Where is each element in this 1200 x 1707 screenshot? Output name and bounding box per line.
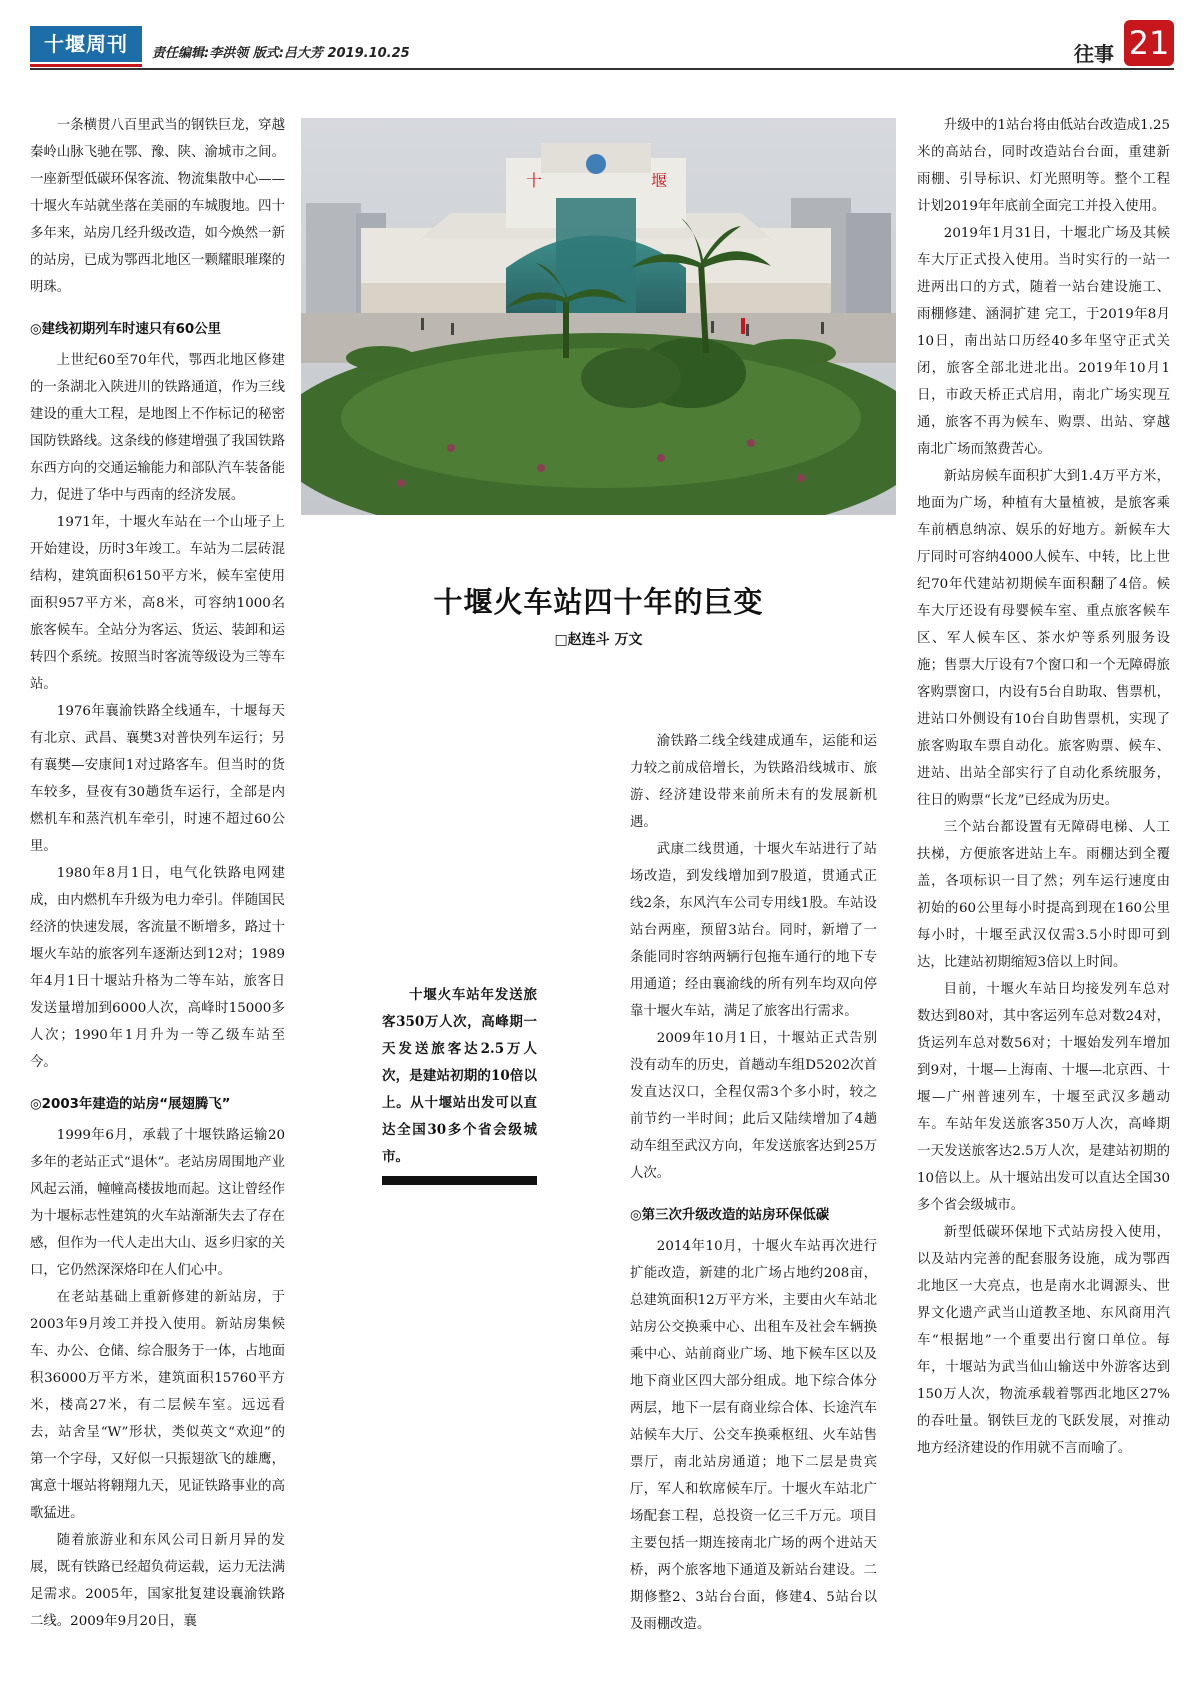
paragraph: 一条横贯八百里武当的钢铁巨龙，穿越秦岭山脉飞驰在鄂、豫、陕、渝城市之间。一座新型低碳环保客流、物流集散中心——十堰火车站就坐落在美丽的车城腹地。四十多年来，站房几经升级改造，如今焕然一新的站房，已成为鄂西北地区一颗耀眼璀璨的明珠。 xyxy=(30,118,285,295)
page-header xyxy=(30,20,1174,68)
paragraph: 随着旅游业和东风公司日新月异的发展，既有铁路已经超负荷运载，运力无法满足需求。2005年，国家批复建设襄渝铁路二线。2009年9月20日，襄 xyxy=(30,1533,285,1629)
subheading: ◎第三次升级改造的站房环保低碳 xyxy=(630,1208,830,1223)
pull-quote-bar xyxy=(382,1176,537,1185)
paragraph: 2009年10月1日，十堰站正式告别没有动车的历史，首趟动车组D5202次首发直达汉口，全程仅需3个多小时，较之前节约一半时间；此后又陆续增加了4趟动车组至武汉方向，年发送旅客达到25万人次。 xyxy=(630,1031,877,1181)
paragraph: 上世纪60至70年代，鄂西北地区修建的一条湖北入陕进川的铁路通道，作为三线建设的重大工程，是地图上不作标记的秘密国防铁路线。这条线的修建增强了我国铁路东西方向的交通运输能力和部队汽车装备能力，促进了华中与西南的经济发展。 xyxy=(30,353,285,503)
paragraph: 新型低碳环保地下式站房投入使用，以及站内完善的配套服务设施，成为鄂西北地区一大亮点，也是南水北调源头、世界文化遗产武当山道教圣地、东风商用汽车“根据地”一个重要出行窗口单位。每年，十堰站为武当仙山输送中外游客达到150万人次，物流承载着鄂西北地区27%的吞吐量。钢铁巨龙的飞跃发展，对推动地方经济建设的作用就不言而喻了。 xyxy=(917,1225,1170,1456)
subheading: ◎2003年建造的站房“展翅腾飞” xyxy=(30,1097,231,1112)
paragraph: 2014年10月，十堰火车站再次进行扩能改造，新建的北广场占地约208亩，总建筑面积12万平方米，主要由火车站北站房公交换乘中心、出租车及社会车辆换乘中心、站前商业广场、地下候车区以及地下商业区四大部分组成。地下综合体分两层，地下一层有商业综合体、长途汽车站候车大厅、公交车换乘枢纽、火车站售票厅，南北站房通道；地下二层是贵宾厅，军人和软席候车厅。十堰火车站北广场配套工程，总投资一亿三千万元。项目主要包括一期连接南北广场的两个进站天桥，两个旅客地下通道及新站台建设。二期修整2、3站台台面，修建4、5站台以及雨棚改造。 xyxy=(630,1239,877,1632)
station-sign-left: 十 xyxy=(526,171,543,190)
paragraph: 1976年襄渝铁路全线通车，十堰每天有北京、武昌、襄樊3对普快列车运行；另有襄樊—安康间1对过路客车。但当时的货车较多，昼夜有30趟货车运行，全部是内燃机车和蒸汽机车牵引，时速不超过60公里。 xyxy=(30,704,285,854)
column-1 xyxy=(30,112,285,1635)
paragraph: 武康二线贯通，十堰火车站进行了站场改造，到发线增加到7股道，贯通式正线2条，东风汽车公司专用线1股。车站设站台两座，预留3站台。同时，新增了一条能同时容纳两辆行包拖车通行的地下专用通道；经由襄渝线的所有列车均双向停靠十堰火车站，满足了旅客出行需求。 xyxy=(630,842,877,1019)
article-title: 十堰火车站四十年的巨变 xyxy=(433,585,764,619)
section-name: 往事 xyxy=(1074,42,1114,66)
paragraph: 升级中的1站台将由低站台改造成1.25米的高站台，同时改造站台台面，重建新雨棚、引导标识、灯光照明等。整个工程计划2019年年底前全面完工并投入使用。 xyxy=(917,118,1170,214)
paragraph: 2019年1月31日，十堰北广场及其候车大厅正式投入使用。当时实行的一站一进两出口的方式，随着一站台建设施工、雨棚修建、涵洞扩建 完工，于2019年8月10日，南出站口历经40多年坚守正式关闭，旅客全部北进北出。2019年10月1日，市政天桥正式启用，南北广场实现互通，旅客不再为候车、购票、出站、穿越南北广场而煞费苦心。 xyxy=(917,226,1170,457)
station-photo xyxy=(301,118,896,515)
subheading: ◎建线初期列车时速只有60公里 xyxy=(30,322,222,337)
masthead-logo: 十堰周刊 xyxy=(30,26,142,62)
station-sign-right: 堰 xyxy=(651,171,668,190)
article-byline: □赵连斗 万文 xyxy=(554,632,643,648)
pull-quote-text: 十堰火车站年发送旅客350万人次，高峰期一天发送旅客达2.5万人次，是建站初期的10倍以上。从十堰站出发可以直达全国30多个省会级城市。 xyxy=(382,987,537,1165)
masthead-strip xyxy=(30,64,142,67)
paragraph: 1999年6月，承载了十堰铁路运输20多年的老站正式“退休”。老站房周围地产业风起云涌，幢幢高楼拔地而起。这让曾经作为十堰标志性建筑的火车站渐渐失去了存在感，但作为一代人走出大山、返乡归家的关口，它仍然深深烙印在人们心中。 xyxy=(30,1128,285,1278)
paragraph: 新站房候车面积扩大到1.4万平方米，地面为广场，种植有大量植被，是旅客乘车前栖息纳凉、娱乐的好地方。新候车大厅同时可容纳4000人候车、中转，比上世纪70年代建站初期候车面积翻了4倍。候车大厅还设有母婴候车室、重点旅客候车区、军人候车区、茶水炉等系列服务设施；售票大厅设有7个窗口和一个无障碍旅客购票窗口，内设有5台自助取、售票机，进站口外侧设有10台自助售票机，实现了旅客购取车票自动化。旅客购票、候车、进站、出站全部实行了自动化系统服务，往日的购票“长龙”已经成为历史。 xyxy=(917,469,1170,808)
pull-quote xyxy=(382,982,537,1171)
clock-icon xyxy=(586,154,606,174)
article-header xyxy=(301,540,896,649)
paragraph: 三个站台都设置有无障碍电梯、人工扶梯，方便旅客进站上车。雨棚达到全覆盖，各项标识一目了然；列车运行速度由初始的60公里每小时提高到现在160公里每小时，十堰至武汉仅需3.5小时即可到达，比建站初期缩短3倍以上时间。 xyxy=(917,820,1170,970)
editor-credits: 责任编辑:李洪领 版式:吕大芳 2019.10.25 xyxy=(152,46,410,61)
paragraph: 1971年，十堰火车站在一个山垭子上开始建设，历时3年竣工。车站为二层砖混结构，建筑面积6150平方米，候车室使用面积957平方米，高8米，可容纳1000名旅客候车。全站分为客运、货运、装卸和运转四个系统。按照当时客流等级设为三等车站。 xyxy=(30,515,285,692)
column-4 xyxy=(917,112,1170,1462)
page-number: 21 xyxy=(1124,20,1174,66)
paragraph: 1980年8月1日，电气化铁路电网建成，由内燃机车升级为电力牵引。伴随国民经济的快速发展，客流量不断增多，路过十堰火车站的旅客列车逐渐达到12对；1989年4月1日十堰站升格为二等车站，旅客日发送量增加到6000人次，高峰时15000多人次；1990年1月升为一等乙级车站至今。 xyxy=(30,866,285,1070)
paragraph: 在老站基础上重新修建的新站房，于2003年9月竣工并投入使用。新站房集候车、办公、仓储、综合服务于一体，占地面积36000万平方米，建筑面积15760平方米，楼高27米，有二层候车室。远远看去，站舍呈“W”形状，类似英文“欢迎”的第一个字母，又好似一只振翅欲飞的雄鹰，寓意十堰站将翱翔九天，见证铁路事业的高歌猛进。 xyxy=(30,1290,285,1521)
header-rule xyxy=(30,68,1174,70)
column-3 xyxy=(630,728,877,1638)
paragraph: 渝铁路二线全线建成通车，运能和运力较之前成倍增长，为铁路沿线城市、旅游、经济建设带来前所未有的发展新机遇。 xyxy=(630,734,877,830)
station-photo-illustration xyxy=(301,118,896,515)
paragraph: 目前，十堰火车站日均接发列车总对数达到80对，其中客运列车总对数24对，货运列车总对数56对；十堰始发列车增加到9对，十堰—上海南、十堰—北京西、十堰—广州普速列车，十堰至武汉多趟动车。车站年发送旅客350万人次，高峰期一天发送旅客达2.5万人次，是建站初期的10倍以上。从十堰站出发可以直达全国30多个省会级城市。 xyxy=(917,982,1170,1213)
